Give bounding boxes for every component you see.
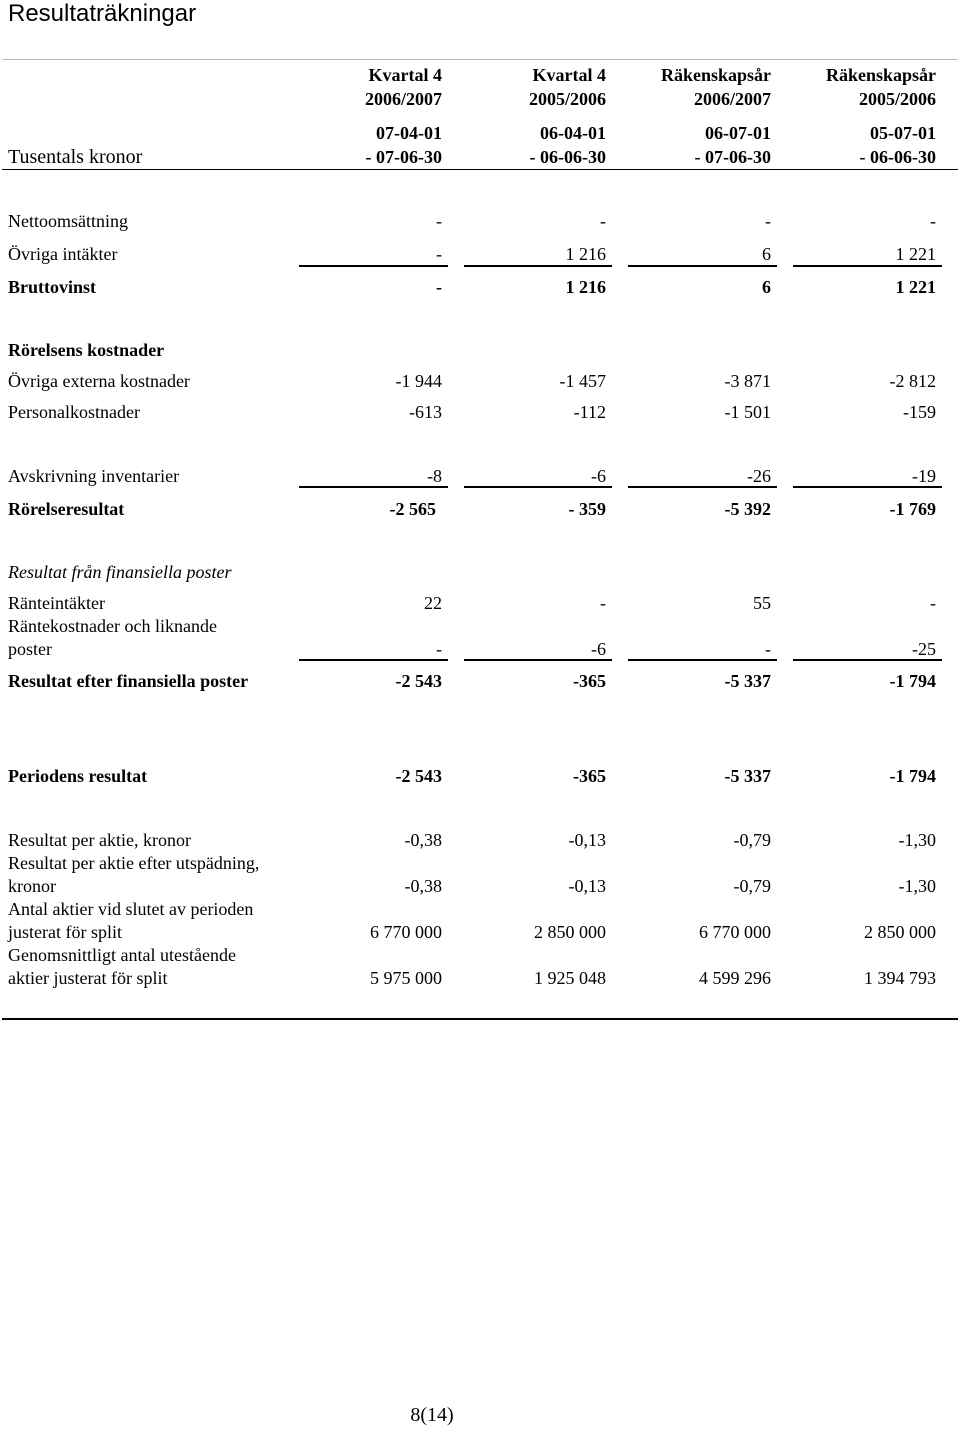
row-label: Övriga externa kostnader (8, 371, 190, 391)
subtotal-rule (464, 659, 612, 661)
row-value: 2 850 000 (534, 922, 606, 942)
row-label: Resultat efter finansiella poster (8, 671, 249, 691)
bottom-rule (2, 1018, 958, 1020)
row-label: Genomsnittligt antal utestående (8, 945, 236, 965)
col-4-line2: 2005/2006 (858, 89, 936, 109)
row-value: 1 221 (895, 277, 936, 297)
row-label: Bruttovinst (8, 277, 97, 297)
col-1-line2: 2006/2007 (364, 89, 442, 109)
subtotal-rule (793, 659, 942, 661)
row-value: -1,30 (898, 876, 936, 896)
row-value: -1,30 (898, 830, 936, 850)
row-value: - (436, 639, 442, 659)
row-value: -0,79 (733, 876, 771, 896)
row-value: -5 392 (724, 499, 771, 519)
subtotal-rule (628, 486, 777, 488)
row-value: -0,38 (404, 876, 442, 896)
row-label: Rörelseresultat (8, 499, 125, 519)
subtotal-rule (628, 659, 777, 661)
row-value: - (600, 211, 606, 231)
col-4-date1: 05-07-01 (870, 123, 936, 143)
row-value: -365 (573, 766, 606, 786)
col-4-date2: - 06-06-30 (859, 147, 936, 167)
col-1-date2: - 07-06-30 (365, 147, 442, 167)
col-1-line1: Kvartal 4 (368, 65, 442, 85)
row-label: Nettoomsättning (8, 211, 128, 231)
row-value: - 359 (568, 499, 606, 519)
col-2-line1: Kvartal 4 (532, 65, 606, 85)
row-label: Övriga intäkter (8, 244, 118, 264)
row-value: -3 871 (724, 371, 771, 391)
subtotal-rule (464, 265, 612, 267)
row-value: 6 (762, 244, 771, 264)
subtotal-rule (793, 486, 942, 488)
row-value: -26 (747, 466, 771, 486)
col-4-line1: Räkenskapsår (825, 65, 936, 85)
row-value: 22 (424, 593, 442, 613)
row-value: -0,13 (568, 876, 606, 896)
page-number: 8(14) (410, 1404, 454, 1426)
row-value: 4 599 296 (699, 968, 771, 988)
subtotal-rule (464, 486, 612, 488)
row-value: -0,13 (568, 830, 606, 850)
row-value: -0,79 (733, 830, 771, 850)
row-value: -1 794 (889, 671, 936, 691)
section-heading: Resultat från finansiella poster (8, 562, 232, 582)
row-value: 1 216 (565, 244, 606, 264)
col-3-line2: 2006/2007 (693, 89, 771, 109)
row-value: 1 925 048 (534, 968, 606, 988)
row-value: - (600, 593, 606, 613)
row-value: -1 794 (889, 766, 936, 786)
row-label-continued: kronor (8, 876, 56, 896)
row-value: 5 975 000 (370, 968, 442, 988)
col-2-line2: 2005/2006 (528, 89, 606, 109)
row-value: -1 501 (724, 402, 771, 422)
page-title: Resultaträkningar (8, 0, 197, 27)
row-label: Ränteintäkter (8, 593, 105, 613)
subtotal-rule (628, 265, 777, 267)
row-value: - (436, 211, 442, 231)
row-value: -2 543 (395, 766, 442, 786)
row-value: -613 (409, 402, 442, 422)
row-value: 6 (762, 277, 771, 297)
row-value: - (765, 639, 771, 659)
row-value: 1 216 (565, 277, 606, 297)
row-label: Personalkostnader (8, 402, 140, 422)
row-value: -159 (903, 402, 936, 422)
row-label-continued: aktier justerat för split (8, 968, 168, 988)
unit-label: Tusentals kronor (8, 146, 143, 168)
col-3-line1: Räkenskapsår (660, 65, 771, 85)
row-value: 6 770 000 (370, 922, 442, 942)
row-value: -1 457 (559, 371, 606, 391)
col-2-date2: - 06-06-30 (529, 147, 606, 167)
row-value: -1 944 (395, 371, 442, 391)
row-value: -5 337 (724, 671, 771, 691)
row-value: -25 (912, 639, 936, 659)
row-value: -6 (591, 639, 606, 659)
row-label: Resultat per aktie efter utspädning, (8, 853, 260, 873)
row-value: 55 (753, 593, 771, 613)
subtotal-rule (793, 265, 942, 267)
row-value: -0,38 (404, 830, 442, 850)
header-rule (2, 169, 958, 170)
row-value: -2 565 (389, 499, 436, 519)
row-value: -5 337 (724, 766, 771, 786)
subtotal-rule (299, 265, 448, 267)
section-heading: Rörelsens kostnader (8, 340, 165, 360)
row-label: Räntekostnader och liknande (8, 616, 217, 636)
row-value: 1 394 793 (864, 968, 936, 988)
row-label: Antal aktier vid slutet av perioden (8, 899, 254, 919)
row-value: - (436, 277, 442, 297)
row-label: Avskrivning inventarier (8, 466, 180, 486)
subtotal-rule (299, 486, 448, 488)
subtotal-rule (299, 659, 448, 661)
row-value: -1 769 (889, 499, 936, 519)
row-label-continued: justerat för split (8, 922, 122, 942)
row-value: -8 (427, 466, 442, 486)
row-value: 6 770 000 (699, 922, 771, 942)
row-value: - (930, 211, 936, 231)
top-rule (2, 59, 958, 60)
col-1-date1: 07-04-01 (376, 123, 442, 143)
row-value: 1 221 (895, 244, 936, 264)
row-value: -112 (573, 402, 606, 422)
row-value: - (930, 593, 936, 613)
row-value: -19 (912, 466, 936, 486)
row-value: -2 543 (395, 671, 442, 691)
row-value: -2 812 (889, 371, 936, 391)
row-value: - (436, 244, 442, 264)
row-value: -365 (573, 671, 606, 691)
row-value: 2 850 000 (864, 922, 936, 942)
row-label: Periodens resultat (8, 766, 148, 786)
row-label: Resultat per aktie, kronor (8, 830, 191, 850)
col-3-date1: 06-07-01 (705, 123, 771, 143)
row-value: -6 (591, 466, 606, 486)
row-label-continued: poster (8, 639, 52, 659)
col-2-date1: 06-04-01 (540, 123, 606, 143)
col-3-date2: - 07-06-30 (694, 147, 771, 167)
row-value: - (765, 211, 771, 231)
